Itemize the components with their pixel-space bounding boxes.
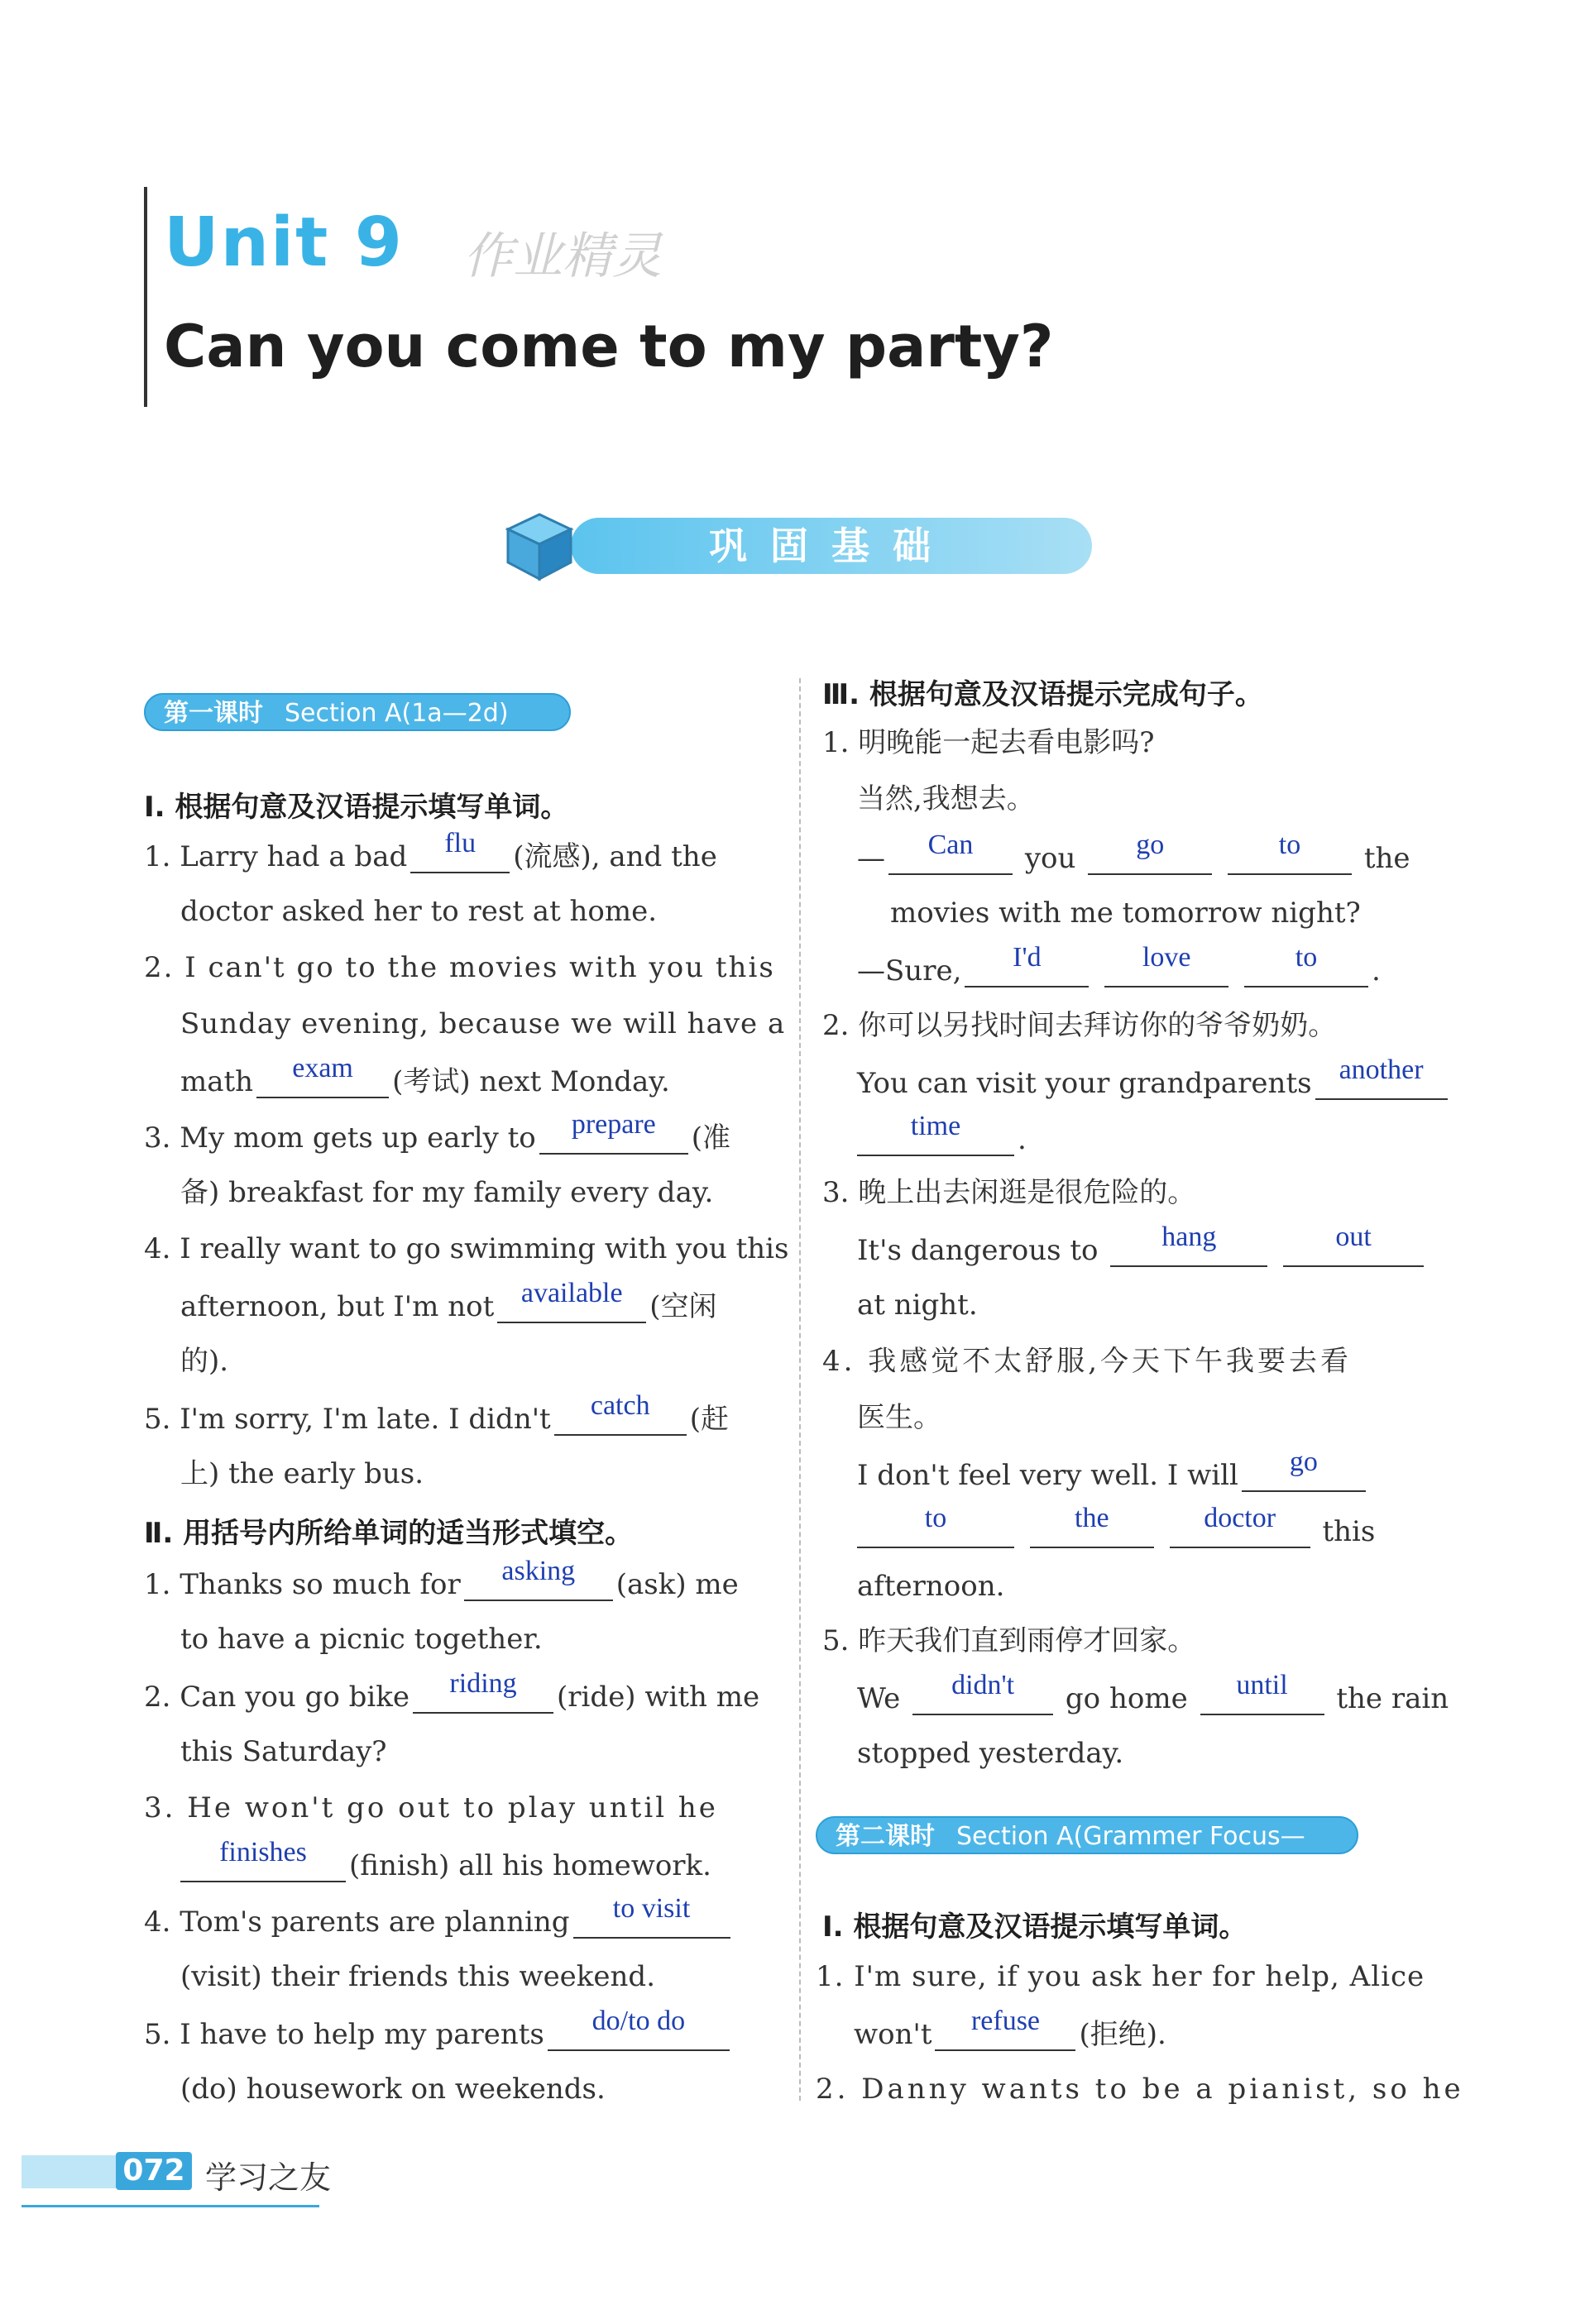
text-segment: . (1018, 1123, 1027, 1156)
part2-heading: Ⅱ. 用括号内所给单词的适当形式填空。 (144, 1517, 634, 1550)
p2-q2-line2: this Saturday? (180, 1735, 387, 1768)
section-label: 第二课时 (836, 1822, 935, 1851)
answer-text: go (1289, 1447, 1318, 1477)
p1-q3-line1 (144, 1109, 731, 1155)
answer-text: Can (927, 830, 974, 860)
text-segment: afternoon, but I'm not (180, 1290, 495, 1323)
p2-q2-line1 (144, 1668, 760, 1714)
answer-text: time (910, 1111, 961, 1141)
p1-q2-line1: 2. I can't go to the movies with you this (144, 951, 775, 984)
section-detail: Section A(Grammer Focus—3c) (836, 1822, 1305, 1889)
text-segment: (拒绝). (1079, 2018, 1166, 2051)
p3-q2-line2 (857, 1111, 1027, 1156)
answer-text: doctor (1204, 1503, 1276, 1533)
text-segment: (流感), and the (513, 840, 717, 873)
answer-text: love (1142, 942, 1191, 973)
p3-q5-cn: 5. 昨天我们直到雨停才回家。 (822, 1624, 1196, 1657)
answer-blank (1244, 942, 1368, 987)
answer-text: do/to do (591, 2006, 686, 2036)
answer-blank (888, 830, 1013, 875)
text-segment: won't (854, 2018, 932, 2051)
answer-text: until (1236, 1670, 1288, 1700)
answer-text: exam (292, 1053, 353, 1083)
answer-blank (1110, 1222, 1267, 1267)
answer-blank (180, 1837, 346, 1882)
section-tag-2 (816, 1816, 1358, 1889)
answer-text: asking (501, 1556, 576, 1586)
answer-blank (912, 1670, 1053, 1715)
answer-text: flu (444, 828, 477, 858)
p3-q4-line3: afternoon. (857, 1570, 1005, 1603)
p3-q3-line1 (857, 1222, 1427, 1267)
unit-title: Can you come to my party? (164, 313, 1054, 380)
p3-q2-cn: 2. 你可以另找时间去拜访你的爷爷奶奶。 (822, 1009, 1337, 1042)
p2-q3-line2 (180, 1837, 711, 1882)
text-segment: We (857, 1682, 901, 1715)
page-number: 072 (116, 2152, 192, 2190)
text-segment: (finish) all his homework. (349, 1849, 711, 1882)
answer-blank (965, 942, 1089, 987)
answer-blank (1315, 1054, 1448, 1100)
p1-q2-line2: Sunday evening, because we will have a (180, 1007, 786, 1040)
text-segment: the rain (1336, 1682, 1449, 1715)
section-detail: Section A(1a—2d) (285, 699, 509, 728)
text-segment: (赶 (689, 1403, 729, 1436)
p2-q1-line2: to have a picnic together. (180, 1623, 543, 1656)
p4-q1-line2 (854, 2006, 1166, 2051)
answer-text: out (1335, 1222, 1372, 1252)
text-segment: 4. Tom's parents are planning (144, 1906, 570, 1939)
p2-q4-line1 (144, 1893, 734, 1939)
answer-blank (857, 1111, 1014, 1156)
p1-q5-line1 (144, 1390, 729, 1436)
p3-q1-line2: movies with me tomorrow night? (890, 897, 1361, 930)
p1-q3-line2: 备) breakfast for my family every day. (180, 1176, 714, 1209)
answer-text: finishes (219, 1837, 307, 1867)
title-bar (144, 187, 147, 407)
watermark: 作业精灵 (463, 227, 662, 285)
text-segment: (准 (691, 1121, 731, 1155)
text-segment: 1. Larry had a bad (144, 840, 408, 873)
p3-q4-line1 (857, 1447, 1369, 1492)
text-segment: (考试) next Monday. (392, 1065, 670, 1098)
answer-blank (1030, 1503, 1154, 1548)
answer-blank (539, 1109, 688, 1155)
p3-q1-cn2: 当然,我想去。 (857, 782, 1035, 815)
text-segment: — (857, 842, 885, 875)
answer-blank (1200, 1670, 1324, 1715)
p3-q4-cn2: 医生。 (857, 1401, 941, 1434)
answer-blank (413, 1668, 553, 1714)
answer-text: hang (1161, 1222, 1217, 1252)
answer-blank (554, 1390, 687, 1436)
text-segment: (空闲 (649, 1290, 717, 1323)
answer-text: go (1136, 830, 1165, 860)
answer-text: I'd (1013, 942, 1042, 973)
p2-q4-line2: (visit) their friends this weekend. (180, 1960, 655, 1993)
p3-q2-line1 (857, 1054, 1451, 1100)
p3-q1-line1 (857, 830, 1410, 875)
p2-q5-line1 (144, 2006, 733, 2051)
column-divider (799, 678, 801, 2101)
text-segment: 3. My mom gets up early to (144, 1121, 536, 1155)
answer-blank (497, 1278, 646, 1323)
p4-q2-line1: 2. Danny wants to be a pianist, so he (816, 2073, 1464, 2106)
answer-blank (1088, 830, 1212, 875)
p1-q1-line1 (144, 828, 717, 873)
text-segment: I don't feel very well. I will (857, 1459, 1238, 1492)
p3-q4-cn1: 4. 我感觉不太舒服,今天下午我要去看 (822, 1345, 1353, 1378)
text-segment: this (1322, 1515, 1376, 1548)
answer-text: to visit (612, 1893, 691, 1924)
book-title: 学习之友 (205, 2159, 332, 2196)
answer-blank (410, 828, 510, 873)
text-segment: You can visit your grandparents (857, 1067, 1312, 1100)
answer-text: refuse (970, 2006, 1041, 2036)
section-tag-1 (144, 693, 571, 731)
banner-title: 巩固基础 (709, 524, 954, 568)
p4-q1-line1: 1. I'm sure, if you ask her for help, Alice (816, 1960, 1425, 1993)
p1-q1-line2: doctor asked her to rest at home. (180, 895, 658, 928)
answer-text: riding (449, 1668, 517, 1699)
p3-q3-line2: at night. (857, 1289, 978, 1322)
part3-heading: Ⅲ. 根据句意及汉语提示完成句子。 (822, 678, 1263, 711)
answer-text: to (924, 1503, 947, 1533)
answer-blank (464, 1556, 613, 1601)
text-segment: 5. I have to help my parents (144, 2018, 544, 2051)
text-segment: go home (1065, 1682, 1188, 1715)
answer-blank (935, 2006, 1075, 2051)
footer-rule (22, 2205, 319, 2207)
answer-blank (256, 1053, 389, 1098)
answer-text: didn't (951, 1670, 1015, 1700)
p1-q4-line2 (180, 1278, 717, 1323)
answer-blank (1228, 830, 1352, 875)
text-segment: (ride) with me (557, 1681, 760, 1714)
section-label: 第一课时 (164, 699, 263, 728)
answer-blank (1242, 1447, 1366, 1492)
p3-q5-line2: stopped yesterday. (857, 1737, 1124, 1770)
answer-blank (573, 1893, 730, 1939)
p3-q1-cn1: 1. 明晚能一起去看电影吗? (822, 726, 1155, 759)
text-segment: —Sure, (857, 954, 962, 987)
page-number-bg (22, 2155, 129, 2188)
p1-q2-line3 (180, 1053, 670, 1098)
text-segment: you (1024, 842, 1076, 875)
answer-blank (1104, 942, 1228, 987)
text-segment: It's dangerous to (857, 1234, 1099, 1267)
unit-number: Unit 9 (164, 203, 404, 282)
p3-q1-line3 (857, 942, 1381, 987)
text-segment: 1. Thanks so much for (144, 1568, 461, 1601)
answer-blank (1283, 1222, 1424, 1267)
answer-text: the (1075, 1503, 1109, 1533)
part4-heading: Ⅰ. 根据句意及汉语提示填写单词。 (822, 1910, 1248, 1944)
text-segment: 2. Can you go bike (144, 1681, 410, 1714)
text-segment: 5. I'm sorry, I'm late. I didn't (144, 1403, 551, 1436)
text-segment: the (1363, 842, 1410, 875)
p1-q5-line2: 上) the early bus. (180, 1457, 424, 1490)
p2-q5-line2: (do) housework on weekends. (180, 2073, 606, 2106)
p1-q4-line1: 4. I really want to go swimming with you this (144, 1232, 789, 1265)
answer-blank (1170, 1503, 1310, 1548)
p2-q1-line1 (144, 1556, 739, 1601)
part1-heading: Ⅰ. 根据句意及汉语提示填写单词。 (144, 791, 569, 824)
text-segment: math (180, 1065, 254, 1098)
answer-text: another (1339, 1054, 1424, 1085)
answer-text: to (1295, 942, 1318, 973)
p3-q5-line1 (857, 1670, 1449, 1715)
answer-blank (857, 1503, 1014, 1548)
text-segment: (ask) me (615, 1568, 739, 1601)
p3-q3-cn: 3. 晚上出去闲逛是很危险的。 (822, 1176, 1196, 1209)
p2-q3-line1: 3. He won't go out to play until he (144, 1791, 718, 1824)
p3-q4-line2 (857, 1503, 1376, 1548)
cube-icon (501, 508, 577, 584)
text-segment: . (1372, 954, 1381, 987)
answer-text: to (1278, 830, 1301, 860)
answer-text: catch (590, 1390, 650, 1421)
answer-text: available (520, 1278, 623, 1308)
p1-q4-line3: 的). (180, 1345, 229, 1378)
answer-blank (548, 2006, 730, 2051)
answer-text: prepare (571, 1109, 656, 1140)
